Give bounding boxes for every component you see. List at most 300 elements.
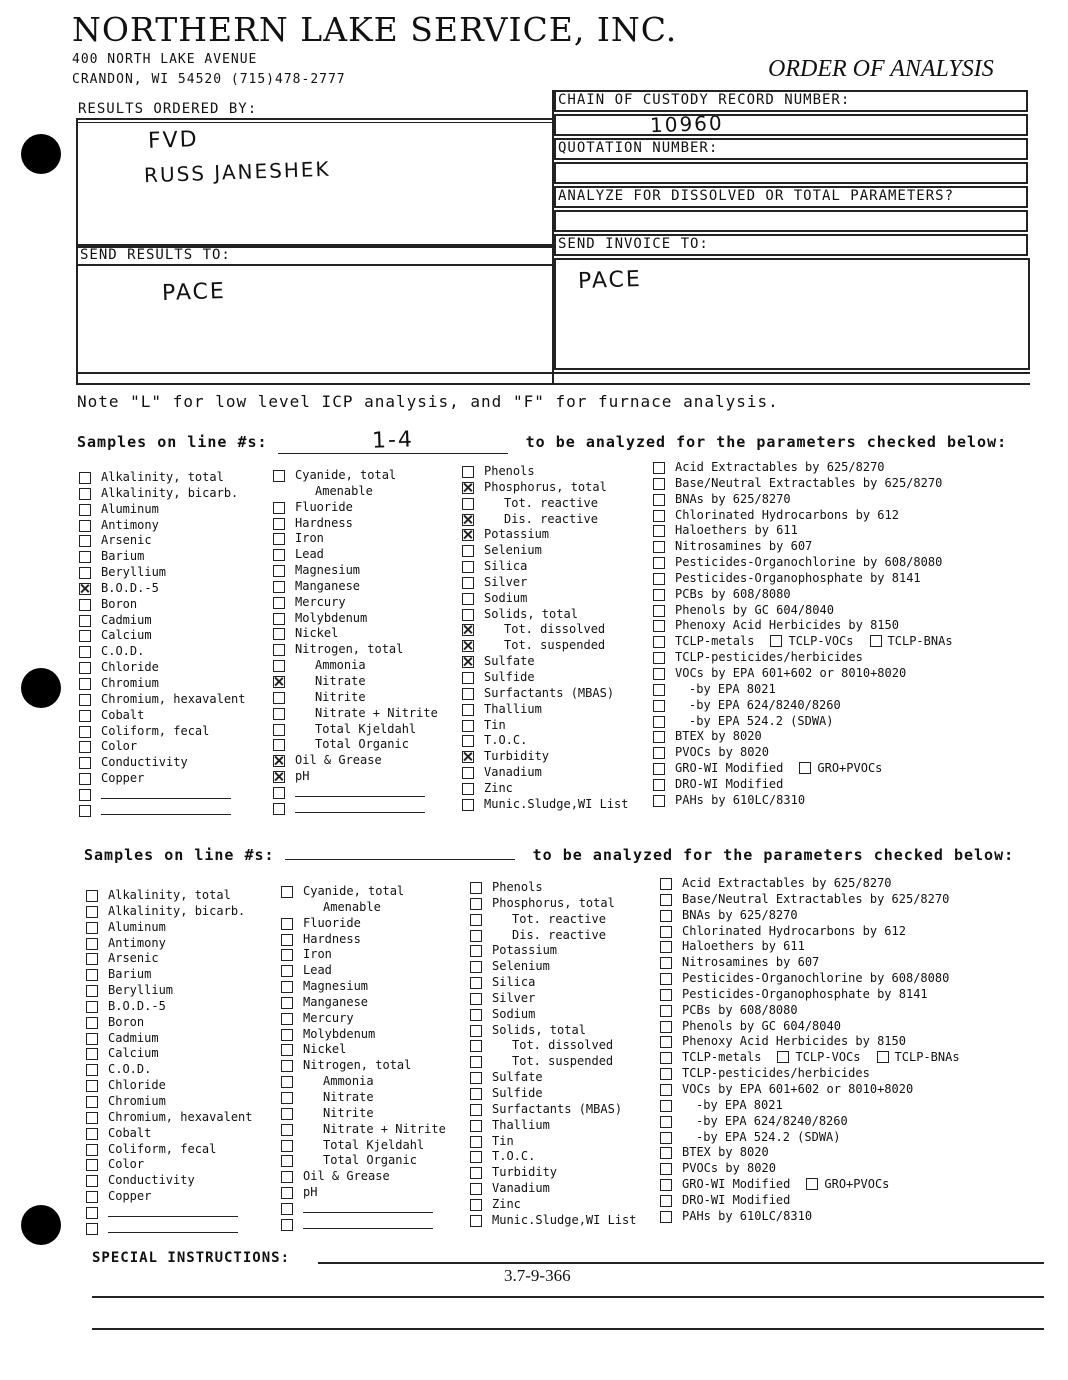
s1-checkbox[interactable] [79, 535, 91, 547]
s2-item-silver[interactable] [470, 991, 660, 1007]
s2-item-pahs-by-610lc-8310[interactable] [660, 1209, 1040, 1225]
results-ordered-by-person[interactable]: RUSS JANESHEK [143, 156, 331, 188]
s2-item-vanadium[interactable] [470, 1181, 660, 1197]
s2-checkbox[interactable] [86, 938, 98, 950]
s2-checkbox[interactable] [281, 965, 293, 977]
s2-item-dis-reactive[interactable] [470, 928, 660, 944]
s2-item-tclp-metals[interactable] [660, 1050, 1040, 1066]
s1-item-iron[interactable] [273, 531, 463, 547]
s2-item-tclp-pesticides-herbicides[interactable] [660, 1066, 1040, 1082]
s2-checkbox[interactable] [470, 1199, 482, 1211]
s1-item-solids-total[interactable] [462, 607, 652, 623]
s1-checkbox[interactable] [653, 478, 665, 490]
s2-item-alkalinity-total[interactable] [86, 888, 276, 904]
s1-checkbox[interactable] [79, 520, 91, 532]
s2-item-nitrogen-total[interactable] [281, 1058, 471, 1074]
quotation-value-field[interactable] [554, 162, 1028, 184]
s2-item-acid-extractables-by-625-8270[interactable] [660, 876, 1040, 892]
s1-checkbox[interactable] [653, 462, 665, 474]
s2-checkbox[interactable] [660, 1195, 672, 1207]
s2-item-haloethers-by-611[interactable] [660, 939, 1040, 955]
s1-checkbox[interactable] [273, 708, 285, 720]
s1-item-dis-reactive[interactable] [462, 512, 652, 528]
s2-item-munic-sludge-wi-list[interactable] [470, 1213, 660, 1229]
s1-item-color[interactable] [79, 739, 269, 755]
s2-checkbox[interactable] [281, 1060, 293, 1072]
s2-checkbox[interactable] [660, 957, 672, 969]
s1-checkbox[interactable] [653, 716, 665, 728]
s1-checkbox[interactable] [273, 581, 285, 593]
s1-item-phosphorus-total[interactable] [462, 480, 652, 496]
s2-item-alkalinity-bicarb[interactable] [86, 904, 276, 920]
s1-checkbox[interactable] [653, 510, 665, 522]
s1-checkbox[interactable] [462, 561, 474, 573]
s1-item-silver[interactable] [462, 575, 652, 591]
s2-checkbox[interactable] [660, 1116, 672, 1128]
s2-item-sulfate[interactable] [470, 1070, 660, 1086]
s2-item-vocs-by-epa-601-602-or-8010-8020[interactable] [660, 1082, 1040, 1098]
s2-item-mercury[interactable] [281, 1011, 471, 1027]
s1-item-chromium-hexavalent[interactable] [79, 692, 269, 708]
s1-checkbox[interactable] [273, 518, 285, 530]
s1-item-tclp-pesticides-herbicides[interactable] [653, 650, 1033, 666]
s2-item-ammonia[interactable] [281, 1074, 471, 1090]
s1-checkbox[interactable] [653, 573, 665, 585]
s1-checkbox[interactable] [273, 660, 285, 672]
s2-checkbox[interactable] [86, 1223, 98, 1235]
s1-checkbox[interactable] [273, 739, 285, 751]
s2-checkbox[interactable] [86, 1191, 98, 1203]
s1-checkbox[interactable] [273, 628, 285, 640]
s1-item-chloride[interactable] [79, 660, 269, 676]
s1-checkbox[interactable] [770, 635, 782, 647]
s1-item-pahs-by-610lc-8310[interactable] [653, 793, 1033, 809]
s2-item-potassium[interactable] [470, 943, 660, 959]
s1-checkbox[interactable] [870, 635, 882, 647]
s2-item-phenoxy-acid-herbicides-by-8150[interactable] [660, 1034, 1040, 1050]
s2-checkbox[interactable] [660, 1068, 672, 1080]
s1-item-nitrate-nitrite[interactable] [273, 706, 463, 722]
s2-checkbox[interactable] [660, 894, 672, 906]
s1-item-tot-reactive[interactable] [462, 496, 652, 512]
s1-checkbox[interactable] [653, 779, 665, 791]
s2-item-ph[interactable] [281, 1185, 471, 1201]
s1-checkbox[interactable] [79, 551, 91, 563]
send-results-value[interactable]: PACE [161, 278, 227, 307]
s2-checkbox[interactable] [281, 1013, 293, 1025]
s2-checkbox[interactable] [86, 1207, 98, 1219]
s2-item-silica[interactable] [470, 975, 660, 991]
s1-item-gro-wi-modified[interactable] [653, 761, 1033, 777]
section2-samples-field[interactable] [285, 859, 515, 860]
s1-blank-field[interactable] [101, 787, 231, 799]
s1-item-potassium[interactable] [462, 527, 652, 543]
s1-item-amenable[interactable] [273, 484, 463, 500]
s2-item-nickel[interactable] [281, 1042, 471, 1058]
s1-checkbox[interactable] [462, 688, 474, 700]
s2-checkbox[interactable] [281, 1203, 293, 1215]
s2-checkbox[interactable] [281, 934, 293, 946]
s1-checkbox[interactable] [462, 466, 474, 478]
s1-item-total-organic[interactable] [273, 737, 463, 753]
s2-item-molybdenum[interactable] [281, 1027, 471, 1043]
s2-checkbox[interactable] [660, 1021, 672, 1033]
s1-item-aluminum[interactable] [79, 502, 269, 518]
s2-item-phosphorus-total[interactable] [470, 896, 660, 912]
s1-item-by-epa-624-8240-8260[interactable] [653, 698, 1033, 714]
s2-item-lead[interactable] [281, 963, 471, 979]
s1-item-nitrite[interactable] [273, 690, 463, 706]
s2-item-surfactants-mbas[interactable] [470, 1102, 660, 1118]
s2-item-tin[interactable] [470, 1134, 660, 1150]
s1-checkbox[interactable] [79, 726, 91, 738]
s2-checkbox[interactable] [86, 1064, 98, 1076]
s2-item-cadmium[interactable] [86, 1031, 276, 1047]
s1-item-pesticides-organochlorine-by-608-8080[interactable] [653, 555, 1033, 571]
s2-checkbox[interactable] [281, 1155, 293, 1167]
s1-item-vanadium[interactable] [462, 765, 652, 781]
s2-checkbox[interactable] [470, 1183, 482, 1195]
s2-checkbox[interactable] [86, 1144, 98, 1156]
s1-checkbox[interactable] [462, 624, 474, 636]
s1-checkbox[interactable] [462, 640, 474, 652]
s1-item-nitrogen-total[interactable] [273, 642, 463, 658]
s1-item-cyanide-total[interactable] [273, 468, 463, 484]
s1-checkbox[interactable] [79, 583, 91, 595]
section1-samples-field[interactable] [278, 428, 508, 454]
s1-checkbox[interactable] [799, 762, 811, 774]
s1-checkbox[interactable] [273, 692, 285, 704]
s1-item-ph[interactable] [273, 769, 463, 785]
s2-item-nitrate-nitrite[interactable] [281, 1122, 471, 1138]
s2-checkbox[interactable] [281, 1092, 293, 1104]
s1-checkbox[interactable] [79, 567, 91, 579]
s1-checkbox[interactable] [653, 731, 665, 743]
s2-checkbox[interactable] [470, 945, 482, 957]
s2-checkbox[interactable] [86, 1001, 98, 1013]
s1-item-sulfide[interactable] [462, 670, 652, 686]
s1-checkbox[interactable] [273, 613, 285, 625]
s1-checkbox[interactable] [79, 646, 91, 658]
s2-checkbox[interactable] [806, 1178, 818, 1190]
s2-item-by-epa-8021[interactable] [660, 1098, 1040, 1114]
s1-checkbox[interactable] [462, 720, 474, 732]
s1-checkbox[interactable] [273, 755, 285, 767]
special-instructions-line-3[interactable] [92, 1328, 1044, 1330]
s2-checkbox[interactable] [86, 1048, 98, 1060]
s1-item-boron[interactable] [79, 597, 269, 613]
s2-item-gro-wi-modified[interactable] [660, 1177, 1040, 1193]
s2-checkbox[interactable] [281, 1219, 293, 1231]
s2-checkbox[interactable] [660, 973, 672, 985]
s2-checkbox[interactable] [660, 989, 672, 1001]
s2-item-pcbs-by-608-8080[interactable] [660, 1003, 1040, 1019]
s2-item-blank-21[interactable] [281, 1217, 471, 1233]
s2-checkbox[interactable] [470, 1088, 482, 1100]
s1-item-phenoxy-acid-herbicides-by-8150[interactable] [653, 618, 1033, 634]
s2-checkbox[interactable] [86, 1175, 98, 1187]
s1-checkbox[interactable] [79, 789, 91, 801]
s1-item-by-epa-8021[interactable] [653, 682, 1033, 698]
s2-item-turbidity[interactable] [470, 1165, 660, 1181]
s2-blank-field[interactable] [108, 1205, 238, 1217]
s2-blank-field[interactable] [108, 1221, 238, 1233]
s2-item-total-kjeldahl[interactable] [281, 1138, 471, 1154]
s2-item-pvocs-by-8020[interactable] [660, 1161, 1040, 1177]
s1-checkbox[interactable] [653, 795, 665, 807]
s1-checkbox[interactable] [462, 577, 474, 589]
s1-item-ammonia[interactable] [273, 658, 463, 674]
s1-checkbox[interactable] [653, 525, 665, 537]
s2-checkbox[interactable] [660, 910, 672, 922]
s2-checkbox[interactable] [281, 918, 293, 930]
s2-checkbox[interactable] [470, 1136, 482, 1148]
s2-checkbox[interactable] [660, 1052, 672, 1064]
s2-checkbox[interactable] [86, 1128, 98, 1140]
s2-item-aluminum[interactable] [86, 920, 276, 936]
s1-checkbox[interactable] [462, 593, 474, 605]
s1-checkbox[interactable] [79, 662, 91, 674]
s1-item-conductivity[interactable] [79, 755, 269, 771]
s2-item-manganese[interactable] [281, 995, 471, 1011]
s2-item-blank-21[interactable] [86, 1221, 276, 1237]
s2-checkbox[interactable] [86, 1112, 98, 1124]
s2-checkbox[interactable] [660, 878, 672, 890]
s1-item-lead[interactable] [273, 547, 463, 563]
s2-checkbox[interactable] [470, 898, 482, 910]
s1-item-oil-grease[interactable] [273, 753, 463, 769]
s2-item-antimony[interactable] [86, 936, 276, 952]
s2-item-sulfide[interactable] [470, 1086, 660, 1102]
s2-item-color[interactable] [86, 1157, 276, 1173]
s2-item-coliform-fecal[interactable] [86, 1142, 276, 1158]
s1-blank-field[interactable] [295, 785, 425, 797]
s2-item-total-organic[interactable] [281, 1153, 471, 1169]
s2-item-selenium[interactable] [470, 959, 660, 975]
s1-item-zinc[interactable] [462, 781, 652, 797]
s1-item-t-o-c[interactable] [462, 733, 652, 749]
s2-item-b-o-d-5[interactable] [86, 999, 276, 1015]
s1-checkbox[interactable] [462, 751, 474, 763]
s1-item-nickel[interactable] [273, 626, 463, 642]
s1-item-acid-extractables-by-625-8270[interactable] [653, 460, 1033, 476]
s1-checkbox[interactable] [462, 482, 474, 494]
s1-item-blank-20[interactable] [273, 785, 463, 801]
special-instructions-line-1[interactable] [318, 1262, 1044, 1264]
s2-checkbox[interactable] [470, 1056, 482, 1068]
chain-of-custody-number[interactable]: 10960 [649, 110, 725, 138]
s2-item-nitrosamines-by-607[interactable] [660, 955, 1040, 971]
s1-item-pesticides-organophosphate-by-8141[interactable] [653, 571, 1033, 587]
s1-checkbox[interactable] [462, 704, 474, 716]
s1-checkbox[interactable] [79, 599, 91, 611]
s1-item-magnesium[interactable] [273, 563, 463, 579]
s1-checkbox[interactable] [79, 757, 91, 769]
s1-item-tot-dissolved[interactable] [462, 622, 652, 638]
s1-checkbox[interactable] [273, 724, 285, 736]
s2-checkbox[interactable] [86, 922, 98, 934]
s1-checkbox[interactable] [653, 557, 665, 569]
s1-item-manganese[interactable] [273, 579, 463, 595]
s2-checkbox[interactable] [86, 1159, 98, 1171]
s1-checkbox[interactable] [273, 597, 285, 609]
s1-item-calcium[interactable] [79, 628, 269, 644]
s1-checkbox[interactable] [273, 771, 285, 783]
send-invoice-value[interactable]: PACE [577, 266, 643, 295]
s1-checkbox[interactable] [462, 672, 474, 684]
s1-item-alkalinity-total[interactable] [79, 470, 269, 486]
s2-item-iron[interactable] [281, 947, 471, 963]
s1-checkbox[interactable] [273, 803, 285, 815]
s2-checkbox[interactable] [281, 1124, 293, 1136]
s2-item-cobalt[interactable] [86, 1126, 276, 1142]
s2-checkbox[interactable] [86, 969, 98, 981]
s1-checkbox[interactable] [273, 565, 285, 577]
s2-checkbox[interactable] [660, 1147, 672, 1159]
s1-item-pcbs-by-608-8080[interactable] [653, 587, 1033, 603]
s2-checkbox[interactable] [470, 1040, 482, 1052]
s1-checkbox[interactable] [462, 656, 474, 668]
s2-checkbox[interactable] [470, 1167, 482, 1179]
s2-item-nitrite[interactable] [281, 1106, 471, 1122]
s1-item-phenols[interactable] [462, 464, 652, 480]
s1-item-beryllium[interactable] [79, 565, 269, 581]
s2-item-c-o-d[interactable] [86, 1062, 276, 1078]
s2-item-bnas-by-625-8270[interactable] [660, 908, 1040, 924]
s1-checkbox[interactable] [79, 472, 91, 484]
s1-checkbox[interactable] [273, 533, 285, 545]
s2-checkbox[interactable] [470, 914, 482, 926]
s1-item-cobalt[interactable] [79, 708, 269, 724]
s1-checkbox[interactable] [462, 767, 474, 779]
s1-item-alkalinity-bicarb[interactable] [79, 486, 269, 502]
s2-checkbox[interactable] [86, 906, 98, 918]
s2-checkbox[interactable] [281, 1029, 293, 1041]
s2-item-chloride[interactable] [86, 1078, 276, 1094]
s2-item-by-epa-524-2-sdwa[interactable] [660, 1130, 1040, 1146]
s2-checkbox[interactable] [281, 1076, 293, 1088]
s1-checkbox[interactable] [79, 741, 91, 753]
s2-item-thallium[interactable] [470, 1118, 660, 1134]
s1-item-coliform-fecal[interactable] [79, 724, 269, 740]
s2-checkbox[interactable] [281, 1187, 293, 1199]
s1-checkbox[interactable] [653, 684, 665, 696]
s1-checkbox[interactable] [653, 763, 665, 775]
s2-item-chromium[interactable] [86, 1094, 276, 1110]
s2-item-amenable[interactable] [281, 900, 471, 916]
s1-item-chlorinated-hydrocarbons-by-612[interactable] [653, 508, 1033, 524]
s1-item-nitrate[interactable] [273, 674, 463, 690]
s2-checkbox[interactable] [86, 1017, 98, 1029]
s1-item-arsenic[interactable] [79, 533, 269, 549]
s1-checkbox[interactable] [653, 700, 665, 712]
s2-checkbox[interactable] [660, 1211, 672, 1223]
s2-item-hardness[interactable] [281, 932, 471, 948]
s2-item-beryllium[interactable] [86, 983, 276, 999]
s1-item-phenols-by-gc-604-8040[interactable] [653, 603, 1033, 619]
s2-checkbox[interactable] [86, 890, 98, 902]
s2-checkbox[interactable] [281, 1140, 293, 1152]
s2-item-blank-20[interactable] [86, 1205, 276, 1221]
s1-item-tclp-metals[interactable] [653, 634, 1033, 650]
special-instructions-line-2[interactable] [92, 1296, 1044, 1298]
s1-checkbox[interactable] [653, 605, 665, 617]
s1-checkbox[interactable] [653, 636, 665, 648]
s2-checkbox[interactable] [86, 985, 98, 997]
s2-item-zinc[interactable] [470, 1197, 660, 1213]
s2-blank-field[interactable] [303, 1217, 433, 1229]
s2-item-boron[interactable] [86, 1015, 276, 1031]
s1-item-by-epa-524-2-sdwa[interactable] [653, 714, 1033, 730]
s1-checkbox[interactable] [653, 494, 665, 506]
s1-item-fluoride[interactable] [273, 500, 463, 516]
s2-checkbox[interactable] [877, 1051, 889, 1063]
s2-checkbox[interactable] [470, 1120, 482, 1132]
s2-checkbox[interactable] [281, 886, 293, 898]
s1-checkbox[interactable] [79, 805, 91, 817]
s1-item-antimony[interactable] [79, 518, 269, 534]
s1-checkbox[interactable] [273, 502, 285, 514]
s1-checkbox[interactable] [653, 620, 665, 632]
s2-checkbox[interactable] [470, 977, 482, 989]
s1-item-thallium[interactable] [462, 702, 652, 718]
s1-checkbox[interactable] [462, 783, 474, 795]
s2-item-chlorinated-hydrocarbons-by-612[interactable] [660, 924, 1040, 940]
s2-checkbox[interactable] [470, 993, 482, 1005]
s2-item-nitrate[interactable] [281, 1090, 471, 1106]
analyze-value-field[interactable] [554, 210, 1028, 232]
s1-item-blank-20[interactable] [79, 787, 269, 803]
s1-item-selenium[interactable] [462, 543, 652, 559]
s1-item-nitrosamines-by-607[interactable] [653, 539, 1033, 555]
s2-item-chromium-hexavalent[interactable] [86, 1110, 276, 1126]
s1-blank-field[interactable] [101, 803, 231, 815]
s2-checkbox[interactable] [86, 1033, 98, 1045]
s1-blank-field[interactable] [295, 801, 425, 813]
s1-item-blank-21[interactable] [273, 801, 463, 817]
s2-checkbox[interactable] [470, 882, 482, 894]
s2-item-btex-by-8020[interactable] [660, 1145, 1040, 1161]
s2-checkbox[interactable] [86, 1080, 98, 1092]
s2-checkbox[interactable] [470, 1215, 482, 1227]
s2-item-copper[interactable] [86, 1189, 276, 1205]
s2-checkbox[interactable] [470, 1072, 482, 1084]
s2-checkbox[interactable] [660, 1036, 672, 1048]
s2-item-tot-suspended[interactable] [470, 1054, 660, 1070]
s2-checkbox[interactable] [660, 1163, 672, 1175]
s2-item-oil-grease[interactable] [281, 1169, 471, 1185]
s2-blank-field[interactable] [303, 1201, 433, 1213]
s1-item-surfactants-mbas[interactable] [462, 686, 652, 702]
s2-checkbox[interactable] [470, 1151, 482, 1163]
s2-item-blank-20[interactable] [281, 1201, 471, 1217]
s1-item-sulfate[interactable] [462, 654, 652, 670]
s1-checkbox[interactable] [79, 630, 91, 642]
s1-checkbox[interactable] [79, 615, 91, 627]
s2-checkbox[interactable] [470, 930, 482, 942]
s2-item-phenols-by-gc-604-8040[interactable] [660, 1019, 1040, 1035]
s1-checkbox[interactable] [462, 498, 474, 510]
s2-checkbox[interactable] [86, 1096, 98, 1108]
s1-item-hardness[interactable] [273, 516, 463, 532]
s1-checkbox[interactable] [79, 694, 91, 706]
s1-checkbox[interactable] [79, 678, 91, 690]
s2-checkbox[interactable] [777, 1051, 789, 1063]
s1-item-btex-by-8020[interactable] [653, 729, 1033, 745]
s1-item-chromium[interactable] [79, 676, 269, 692]
s1-checkbox[interactable] [653, 747, 665, 759]
s2-checkbox[interactable] [660, 1179, 672, 1191]
